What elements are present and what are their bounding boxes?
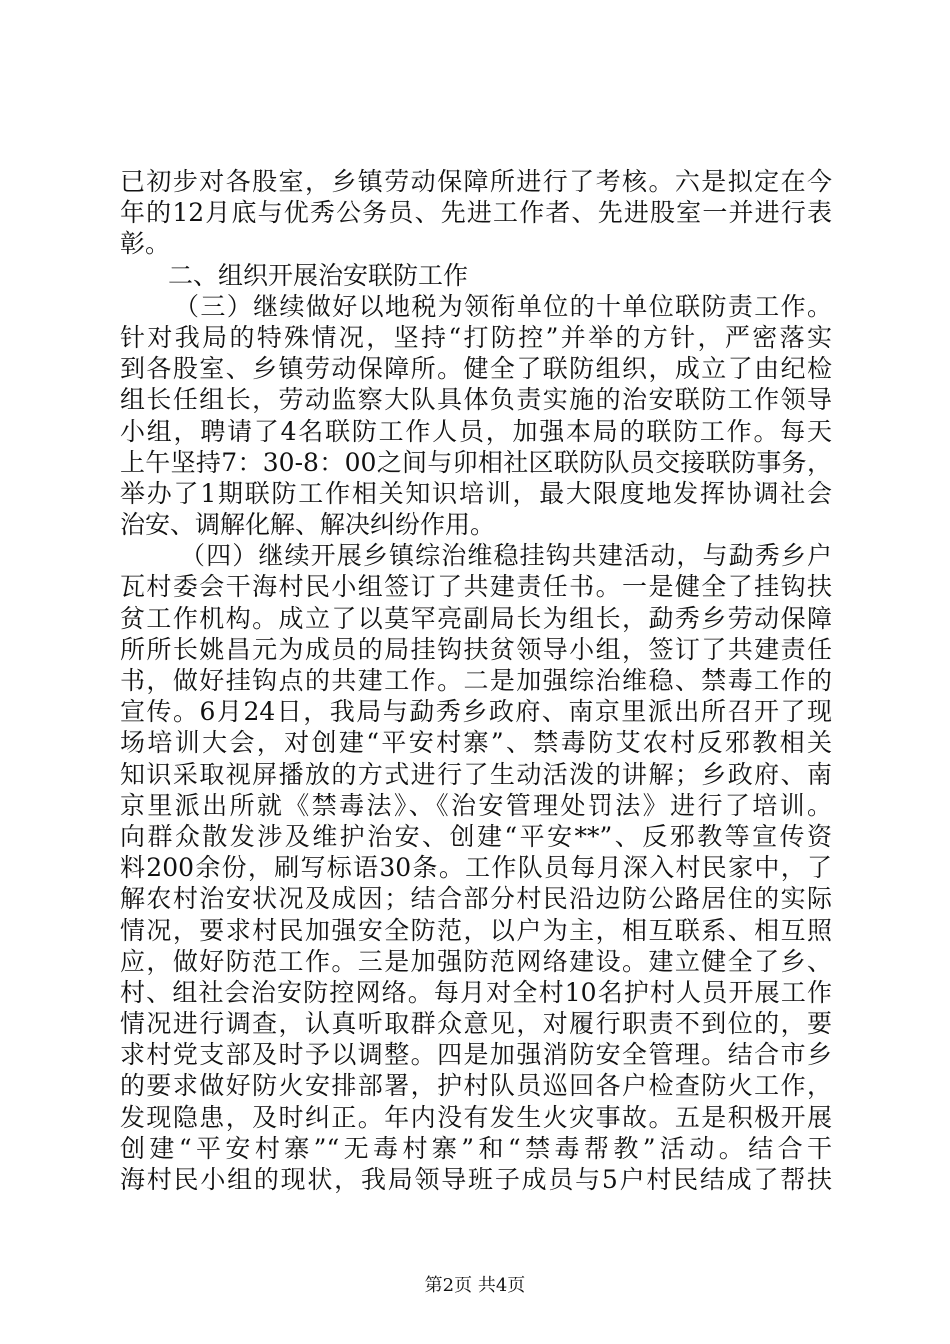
text-line: 举办了1期联防工作相关知识培训，最大限度地发挥协调社会 [120, 478, 832, 508]
text-line: 场培训大会，对创建“平安村寨”、禁毒防艾农村反邪教相关 [120, 728, 832, 758]
document-body [120, 166, 832, 1195]
text-line: 到各股室、乡镇劳动保障所。健全了联防组织，成立了由纪检 [120, 354, 832, 384]
subsection-heading-line: （三）继续做好以地税为领衔单位的十单位联防责工作。 [174, 291, 832, 321]
text-line: 组长任组长，劳动监察大队具体负责实施的治安联防工作领导 [120, 385, 832, 415]
text-line: 治安、调解化解、解决纠纷作用。 [120, 510, 496, 540]
text-line: 已初步对各股室，乡镇劳动保障所进行了考核。六是拟定在今 [120, 167, 832, 196]
text-line: 贫工作机构。成立了以莫罕亮副局长为组长，勐秀乡劳动保障 [120, 603, 832, 633]
text-line: 情况进行调查，认真听取群众意见，对履行职责不到位的，要 [120, 1009, 832, 1039]
text-line: 村、组社会治安防控网络。每月对全村10名护村人员开展工作 [120, 977, 832, 1007]
page-number-footer: 第2页 共4页 [424, 1275, 526, 1296]
text-line: 向群众散发涉及维护治安、创建“平安**”、反邪教等宣传资 [120, 821, 832, 851]
text-line: 书，做好挂钩点的共建工作。二是加强综治维稳、禁毒工作的 [120, 666, 832, 695]
text-line: 求村党支部及时予以调整。四是加强消防安全管理。结合市乡 [120, 1040, 832, 1070]
text-line: 年的12月底与优秀公务员、先进工作者、先进股室一并进行表 [120, 198, 832, 228]
text-line: 的要求做好防火安排部署，护村队员巡回各户检查防火工作， [120, 1071, 832, 1101]
text-line: 料200余份，刷写标语30条。工作队员每月深入村民家中，了 [120, 853, 832, 883]
text-line: 京里派出所就《禁毒法》、《治安管理处罚法》进行了培训。 [120, 790, 832, 820]
text-line: 宣传。6月24日，我局与勐秀乡政府、南京里派出所召开了现 [120, 697, 832, 727]
text-line: 知识采取视屏播放的方式进行了生动活泼的讲解；乡政府、南 [120, 759, 832, 789]
text-line: 创建“平安村寨”“无毒村寨”和“禁毒帮教”活动。结合干 [120, 1133, 832, 1163]
text-line: 应，做好防范工作。三是加强防范网络建设。建立健全了乡、 [120, 946, 832, 976]
text-line: 彰。 [120, 229, 171, 259]
section-heading: 二、组织开展治安联防工作 [168, 260, 469, 290]
text-line: 小组，聘请了4名联防工作人员，加强本局的联防工作。每天 [120, 416, 832, 446]
text-line: 瓦村委会干海村民小组签订了共建责任书。一是健全了挂钩扶 [120, 572, 832, 602]
subsection-heading-line: （四）继续开展乡镇综治维稳挂钩共建活动，与勐秀乡户 [180, 541, 832, 571]
text-line: 上午坚持7：30-8：00之间与卯相社区联防队员交接联防事务， [120, 447, 832, 477]
text-line: 海村民小组的现状，我局领导班子成员与5户村民结成了帮扶 [120, 1165, 832, 1194]
text-line: 针对我局的特殊情况，坚持“打防控”并举的方针，严密落实 [120, 322, 832, 352]
text-line: 解农村治安状况及成因；结合部分村民沿边防公路居住的实际 [120, 884, 832, 914]
text-line: 情况，要求村民加强安全防范，以户为主，相互联系、相互照 [120, 915, 832, 945]
text-line: 发现隐患，及时纠正。年内没有发生火灾事故。五是积极开展 [120, 1102, 832, 1132]
text-line: 所所长姚昌元为成员的局挂钩扶贫领导小组，签订了共建责任 [120, 634, 832, 664]
